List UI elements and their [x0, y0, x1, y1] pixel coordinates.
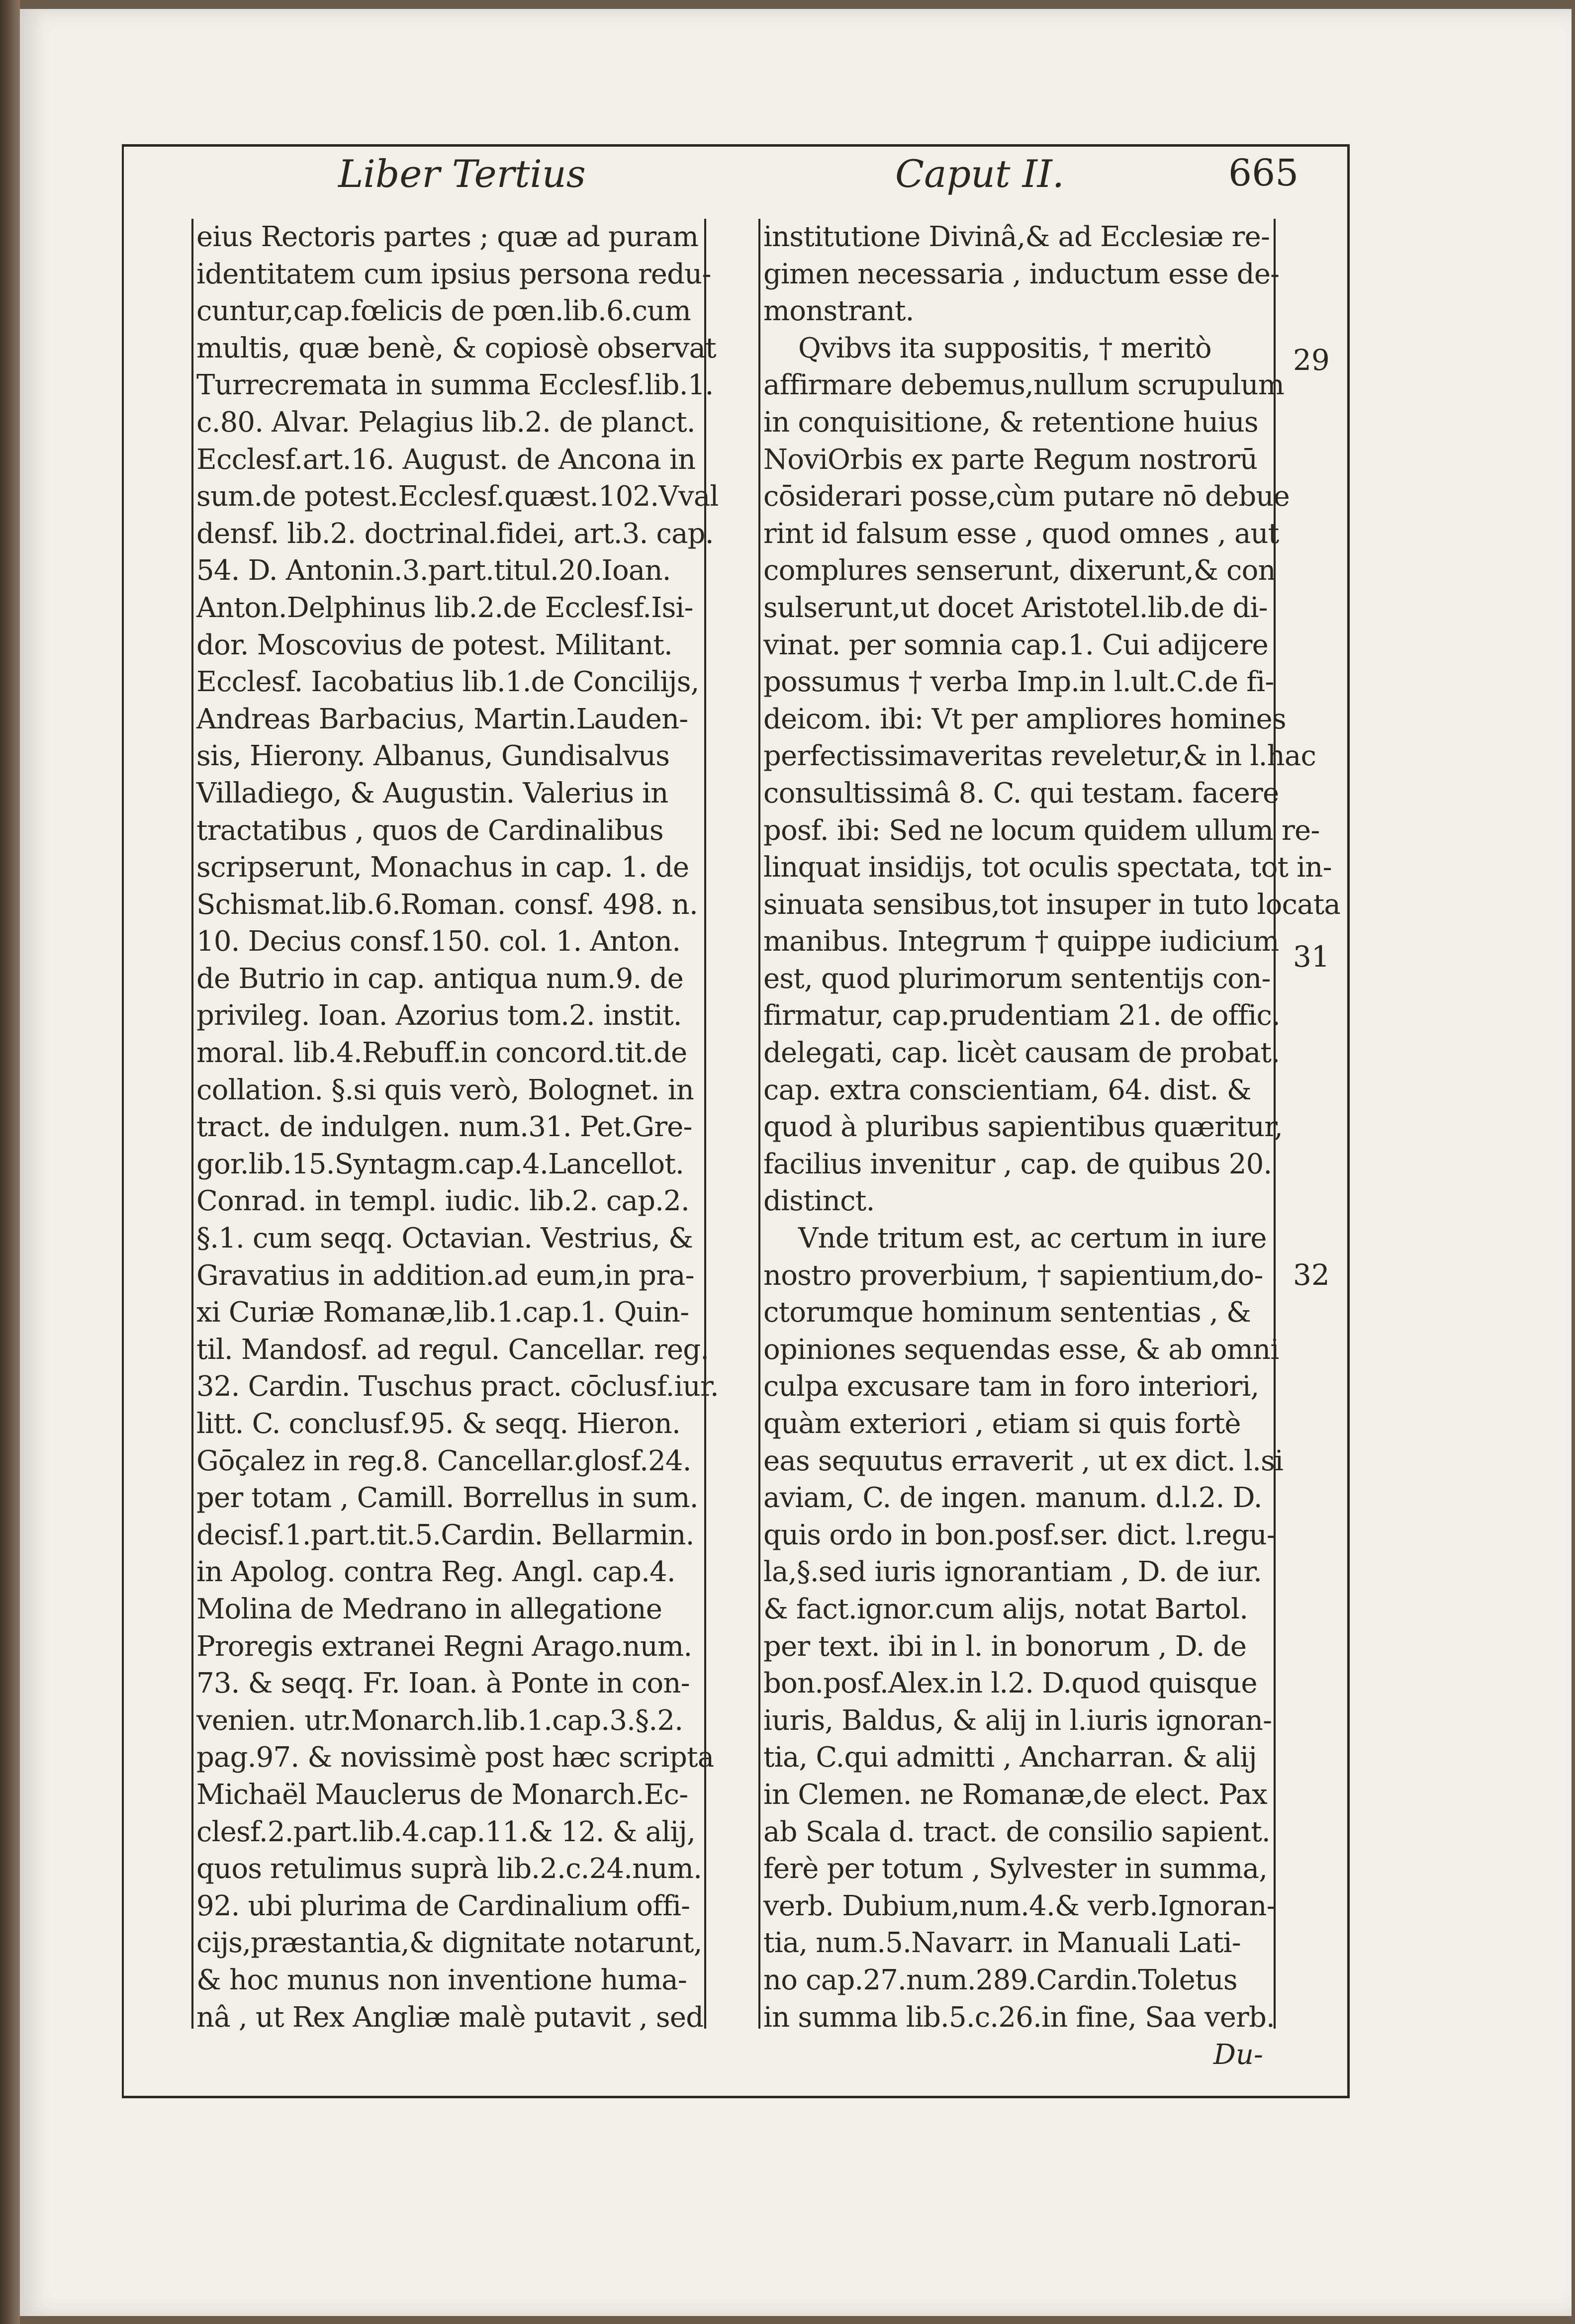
text-line: la,§.sed iuris ignorantiam , D. de iur. — [763, 1556, 1262, 1589]
text-line: quàm exteriori , etiam si quis fortè — [763, 1408, 1241, 1440]
text-line: Schismat.lib.6.Roman. consf. 498. n. — [196, 888, 698, 921]
text-line: pag.97. & novissimè post hæc scripta — [196, 1741, 714, 1774]
text-line: institutione Divinâ,& ad Ecclesiæ re- — [763, 221, 1270, 253]
margin-number: 29 — [1293, 343, 1330, 377]
text-line: per text. ibi in l. in bonorum , D. de — [763, 1630, 1247, 1663]
text-line: & fact.ignor.cum alijs, notat Bartol. — [763, 1593, 1248, 1625]
text-line: cōsiderari posse,cùm putare nō debue — [763, 480, 1290, 513]
text-line: facilius invenitur , cap. de quibus 20. — [763, 1148, 1272, 1180]
text-line: 92. ubi plurima de Cardinalium offi- — [196, 1889, 690, 1922]
page-number: 665 — [1228, 152, 1299, 194]
text-line: nâ , ut Rex Angliæ malè putavit , sed — [196, 2001, 704, 2034]
text-line: in summa lib.5.c.26.in fine, Saa verb. — [763, 2001, 1275, 2034]
text-line: Proregis extranei Regni Arago.num. — [196, 1630, 692, 1663]
text-line: monstrant. — [763, 295, 914, 328]
text-line: in conquisitione, & retentione huius — [763, 406, 1258, 439]
text-line: per totam , Camill. Borrellus in sum. — [196, 1482, 698, 1515]
text-line: sis, Hierony. Albanus, Gundisalvus — [196, 740, 670, 773]
catchword: Du- — [1213, 2039, 1263, 2071]
text-line: densf. lib.2. doctrinal.fidei, art.3. cap. — [196, 517, 714, 550]
text-line: de Butrio in cap. antiqua num.9. de — [196, 962, 683, 995]
text-line: NoviOrbis ex parte Regum nostrorū — [763, 443, 1258, 476]
text-line: til. Mandosf. ad regul. Cancellar. reg. — [196, 1333, 709, 1366]
text-line: ctorumque hominum sententias , & — [763, 1296, 1251, 1329]
text-line: Villadiego, & Augustin. Valerius in — [196, 777, 668, 809]
text-line: clesf.2.part.lib.4.cap.11.& 12. & alij, — [196, 1815, 696, 1848]
text-line: eas sequutus erraverit , ut ex dict. l.si — [763, 1444, 1284, 1477]
text-line: & hoc munus non inventione huma- — [196, 1964, 687, 1996]
text-line: perfectissimaveritas reveletur,& in l.hac — [763, 740, 1316, 773]
text-line: ab Scala d. tract. de consilio sapient. — [763, 1815, 1270, 1848]
text-line: Qvibvs ita suppositis, † meritò — [798, 332, 1211, 364]
text-line: §.1. cum seqq. Octavian. Vestrius, & — [196, 1222, 693, 1255]
text-line: verb. Dubium,num.4.& verb.Ignoran- — [763, 1889, 1276, 1922]
text-line: Gravatius in addition.ad eum,in pra- — [196, 1259, 694, 1292]
text-line: distinct. — [763, 1185, 875, 1218]
text-line: quos retulimus suprà lib.2.c.24.num. — [196, 1853, 702, 1885]
text-line: Anton.Delphinus lib.2.de Ecclesf.Isi- — [196, 591, 693, 624]
text-line: complures senserunt, dixerunt,& con — [763, 554, 1276, 587]
text-line: rint id falsum esse , quod omnes , aut — [763, 517, 1279, 550]
text-line: nostro proverbium, † sapientium,do- — [763, 1259, 1263, 1292]
text-line: quis ordo in bon.posf.ser. dict. l.regu- — [763, 1519, 1276, 1551]
text-line: tia, num.5.Navarr. in Manuali Lati- — [763, 1927, 1241, 1960]
text-line: tract. de indulgen. num.31. Pet.Gre- — [196, 1111, 692, 1144]
text-line: Ecclesf.art.16. August. de Ancona in — [196, 443, 696, 476]
text-line: cijs,præstantia,& dignitate notarunt, — [196, 1927, 702, 1960]
text-line: aviam, C. de ingen. manum. d.l.2. D. — [763, 1482, 1262, 1515]
text-line: collation. §.si quis verò, Bolognet. in — [196, 1073, 694, 1106]
text-line: venien. utr.Monarch.lib.1.cap.3.§.2. — [196, 1704, 683, 1737]
text-line: in Apolog. contra Reg. Angl. cap.4. — [196, 1556, 675, 1589]
text-line: opiniones sequendas esse, & ab omni — [763, 1333, 1279, 1366]
text-line: Michaël Mauclerus de Monarch.Ec- — [196, 1778, 688, 1811]
left-text-column — [191, 219, 719, 2034]
text-line: Turrecremata in summa Ecclesf.lib.1. — [196, 369, 714, 402]
text-line: no cap.27.num.289.Cardin.Toletus — [763, 1964, 1237, 1996]
text-line: moral. lib.4.Rebuff.in concord.tit.de — [196, 1037, 687, 1070]
text-line: identitatem cum ipsius persona redu- — [196, 258, 711, 290]
text-line: sum.de potest.Ecclesf.quæst.102.Vval — [196, 480, 719, 513]
text-line: manibus. Integrum † quippe iudicium — [763, 925, 1279, 958]
book-spine — [0, 0, 20, 2324]
text-line: gimen necessaria , inductum esse de- — [763, 258, 1280, 290]
margin-number: 32 — [1293, 1258, 1330, 1292]
text-line: delegati, cap. licèt causam de probat. — [763, 1037, 1280, 1070]
text-line: multis, quæ benè, & copiosè observat — [196, 332, 716, 364]
text-line: Ecclesf. Iacobatius lib.1.de Concilijs, — [196, 666, 699, 699]
text-line: Vnde tritum est, ac certum in iure — [798, 1222, 1267, 1255]
text-line: sulserunt,ut docet Aristotel.lib.de di- — [763, 591, 1268, 624]
text-line: cap. extra conscientiam, 64. dist. & — [763, 1073, 1251, 1106]
text-line: consultissimâ 8. C. qui testam. facere — [763, 777, 1279, 809]
text-line: dor. Moscovius de potest. Militant. — [196, 628, 672, 661]
text-line: Andreas Barbacius, Martin.Lauden- — [196, 703, 688, 735]
text-line: xi Curiæ Romanæ,lib.1.cap.1. Quin- — [196, 1296, 689, 1329]
text-line: ferè per totum , Sylvester in summa, — [763, 1853, 1268, 1885]
text-line: iuris, Baldus, & alij in l.iuris ignoran- — [763, 1704, 1272, 1737]
text-line: possumus † verba Imp.in l.ult.C.de fi- — [763, 666, 1274, 699]
text-line: 10. Decius consf.150. col. 1. Anton. — [196, 925, 681, 958]
text-line: 73. & seqq. Fr. Ioan. à Ponte in con- — [196, 1667, 690, 1700]
text-line: Gōçalez in reg.8. Cancellar.glosf.24. — [196, 1444, 691, 1477]
book-title: Liber Tertius — [338, 152, 586, 196]
text-line: privileg. Ioan. Azorius tom.2. instit. — [196, 999, 682, 1032]
text-line: linquat insidijs, tot oculis spectata, tot in- — [763, 851, 1332, 884]
text-line: tractatibus , quos de Cardinalibus — [196, 814, 663, 847]
text-line: culpa excusare tam in foro interiori, — [763, 1370, 1259, 1403]
text-line: scripserunt, Monachus in cap. 1. de — [196, 851, 689, 884]
text-line: affirmare debemus,nullum scrupulum — [763, 369, 1285, 402]
text-line: est, quod plurimorum sententijs con- — [763, 962, 1271, 995]
margin-number: 31 — [1293, 940, 1330, 974]
text-line: Conrad. in templ. iudic. lib.2. cap.2. — [196, 1185, 689, 1218]
running-header — [149, 152, 1299, 206]
chapter-title: Caput II. — [895, 152, 1064, 196]
text-line: sinuata sensibus,tot insuper in tuto locata — [763, 888, 1341, 921]
text-line: firmatur, cap.prudentiam 21. de offic. — [763, 999, 1281, 1032]
text-line: deicom. ibi: Vt per ampliores homines — [763, 703, 1286, 735]
text-line: posf. ibi: Sed ne locum quidem ullum re- — [763, 814, 1320, 847]
text-line: in Clemen. ne Romanæ,de elect. Pax — [763, 1778, 1267, 1811]
text-line: tia, C.qui admitti , Ancharran. & alij — [763, 1741, 1257, 1774]
text-line: quod à pluribus sapientibus quæritur, — [763, 1111, 1283, 1144]
text-line: c.80. Alvar. Pelagius lib.2. de planct. — [196, 406, 695, 439]
text-line: eius Rectoris partes ; quæ ad puram — [196, 221, 699, 253]
text-line: cuntur,cap.fœlicis de pœn.lib.6.cum — [196, 295, 691, 328]
text-line: gor.lib.15.Syntagm.cap.4.Lancellot. — [196, 1148, 684, 1180]
text-line: litt. C. conclusf.95. & seqq. Hieron. — [196, 1408, 680, 1440]
text-line: Molina de Medrano in allegatione — [196, 1593, 662, 1625]
text-line: bon.posf.Alex.in l.2. D.quod quisque — [763, 1667, 1257, 1700]
text-line: decisf.1.part.tit.5.Cardin. Bellarmin. — [196, 1519, 694, 1551]
text-line: 54. D. Antonin.3.part.titul.20.Ioan. — [196, 554, 671, 587]
text-line: vinat. per somnia cap.1. Cui adijcere — [763, 628, 1268, 661]
text-line: 32. Cardin. Tuschus pract. cōclusf.iur. — [196, 1370, 719, 1403]
